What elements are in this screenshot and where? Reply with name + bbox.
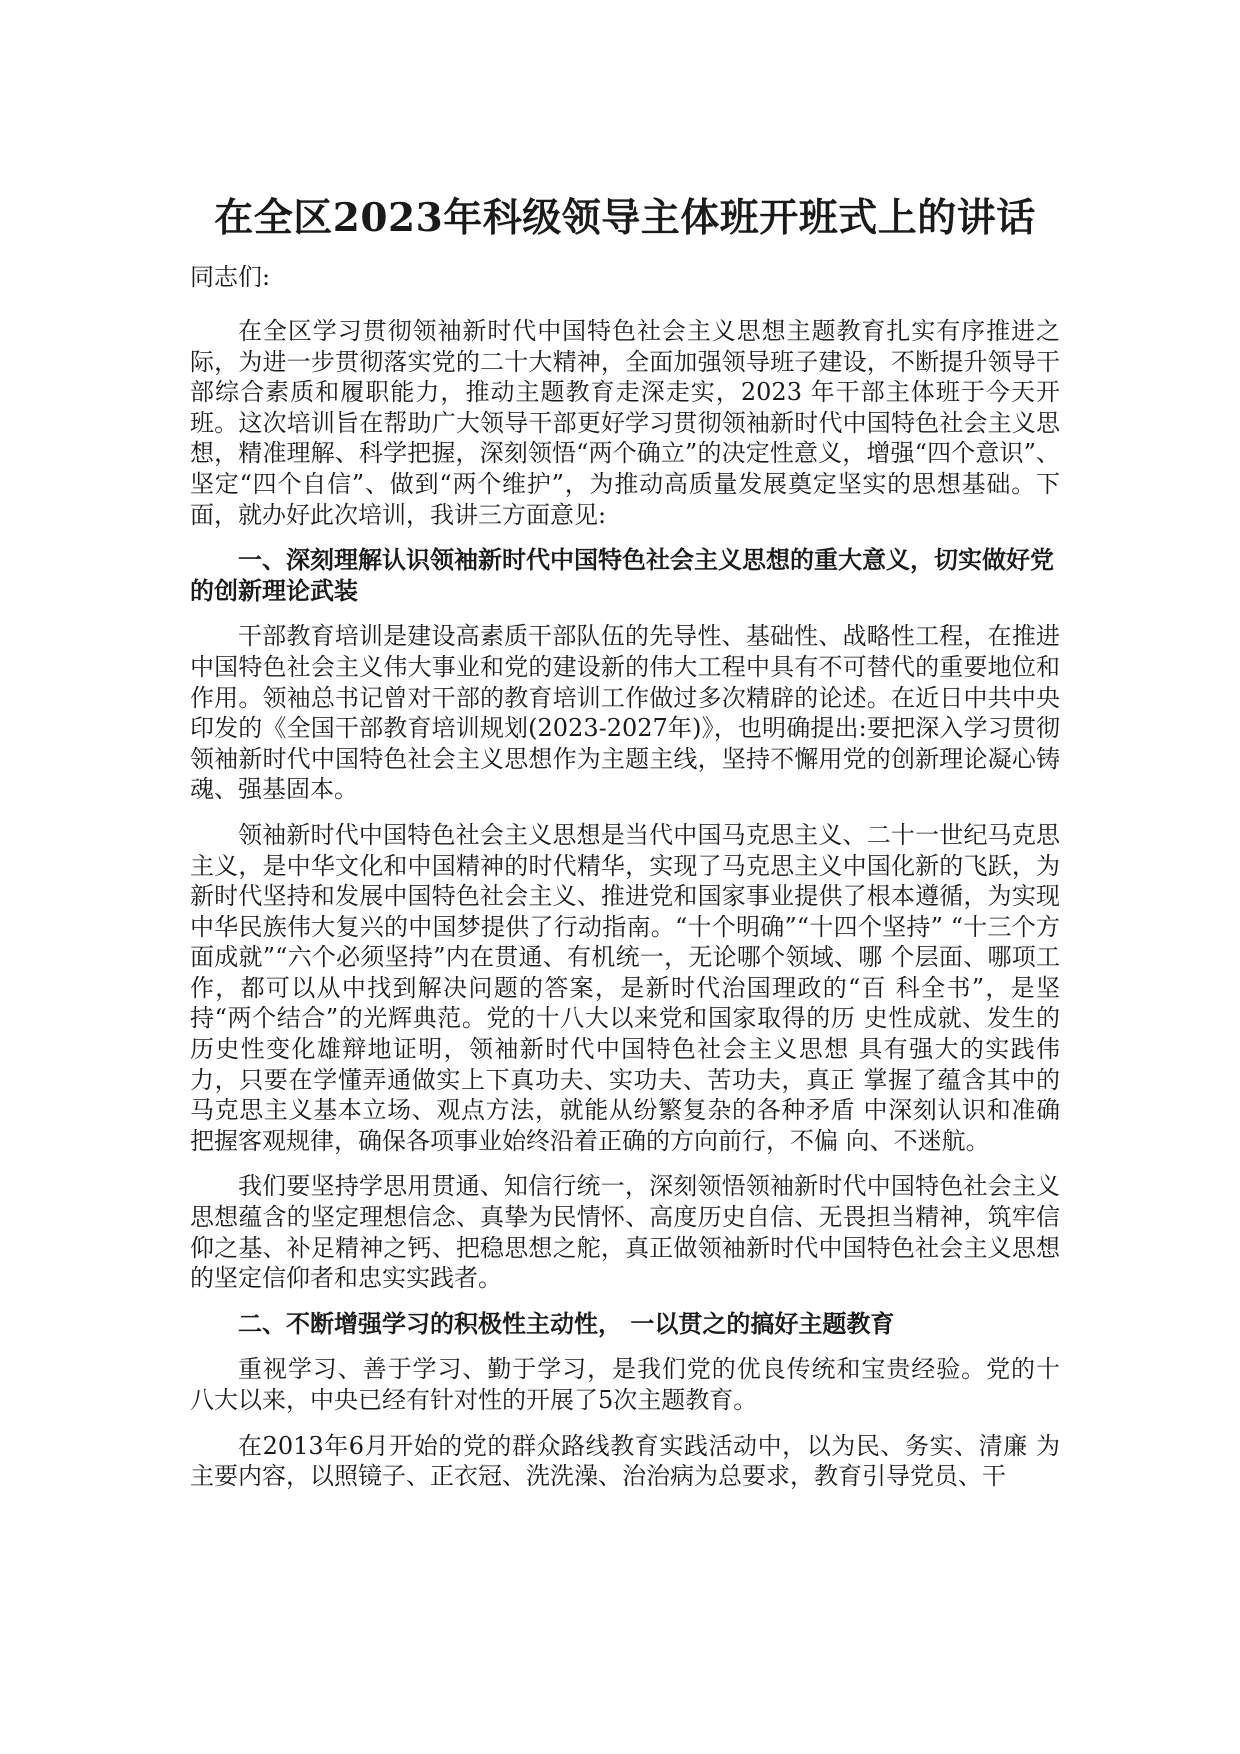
document-page	[190, 192, 1060, 1507]
section-heading-2: 二、不断增强学习的积极性主动性， 一以贯之的搞好主题教育	[238, 1308, 895, 1338]
paragraph-thought: 领袖新时代中国特色社会主义思想是当代中国马克思主义、二十一世纪马克思主义，是中华文化和中国精神的时代精华，实现了马克思主义中国化新的飞跃，为新时代坚持和发展中国特色社会主义、推进党和国家事业提供了根本遵循，为实现中华民族伟大复兴的中国梦提供了行动指南。“十个明确”“十四个坚持” “十三个方面成就”“六个必须坚持”内在贯通、有机统一，无论哪个领域、哪 个层面、哪项工作，都可以从中找到解决问题的答案，是新时代治国理政的“百 科全书”，是坚持“两个结合”的光辉典范。党的十八大以来党和国家取得的历 史性成就、发生的历史性变化雄辩地证明，领袖新时代中国特色社会主义思想 具有强大的实践伟力，只要在学懂弄通做实上下真功夫、实功夫、苦功夫，真正 掌握了蕴含其中的马克思主义基本立场、观点方法，就能从纷繁复杂的各种矛盾 中深刻认识和准确把握客观规律，确保各项事业始终沿着正确的方向前行，不偏 向、不迷航。	[190, 820, 1060, 1155]
section-heading-1: 一、深刻理解认识领袖新时代中国特色社会主义思想的重大意义，切实做好党的创新理论武装	[190, 545, 1054, 605]
paragraph-campaign: 在2013年6月开始的党的群众路线教育实践活动中，以为民、务实、清廉 为主要内容，以照镜子、正衣冠、洗洗澡、治治病为总要求，教育引导党员、干	[190, 1431, 1060, 1491]
document-title: 在全区2023年科级领导主体班开班式上的讲话	[214, 195, 1036, 241]
paragraph-intro: 在全区学习贯彻领袖新时代中国特色社会主义思想主题教育扎实有序推进之际，为进一步贯彻落实党的二十大精神，全面加强领导班子建设，不断提升领导干部综合素质和履职能力，推动主题教育走深走实，2023 年干部主体班于今天开班。这次培训旨在帮助广大领导干部更好学习贯彻领袖新时代中国特色社会主义思想，精准理解、科学把握，深刻领悟“两个确立”的决定性意义，增强“四个意识”、坚定“四个自信”、做到“两个维护”，为推动高质量发展奠定坚实的思想基础。下面，就办好此次培训，我讲三方面意见:	[190, 317, 1060, 529]
salutation: 同志们:	[190, 263, 271, 291]
paragraph-commitment: 我们要坚持学思用贯通、知信行统一，深刻领悟领袖新时代中国特色社会主义思想蕴含的坚定理想信念、真挚为民情怀、高度历史自信、无畏担当精神，筑牢信仰之基、补足精神之钙、把稳思想之舵，真正做领袖新时代中国特色社会主义思想的坚定信仰者和忠实实践者。	[190, 1172, 1060, 1293]
paragraph-learning: 重视学习、善于学习、勤于学习，是我们党的优良传统和宝贵经验。党的十 八大以来，中央已经有针对性的开展了5次主题教育。	[190, 1355, 1060, 1414]
paragraph-training: 干部教育培训是建设高素质干部队伍的先导性、基础性、战略性工程，在推进中国特色社会主义伟大事业和党的建设新的伟大工程中具有不可替代的重要地位和作用。领袖总书记曾对干部的教育培训工作做过多次精辟的论述。在近日中共中央印发的《全国干部教育培训规划(2023-2027年)》，也明确提出:要把深入学习贯彻领袖新时代中国特色社会主义思想作为主题主线，坚持不懈用党的创新理论凝心铸魂、强基固本。	[190, 622, 1060, 804]
